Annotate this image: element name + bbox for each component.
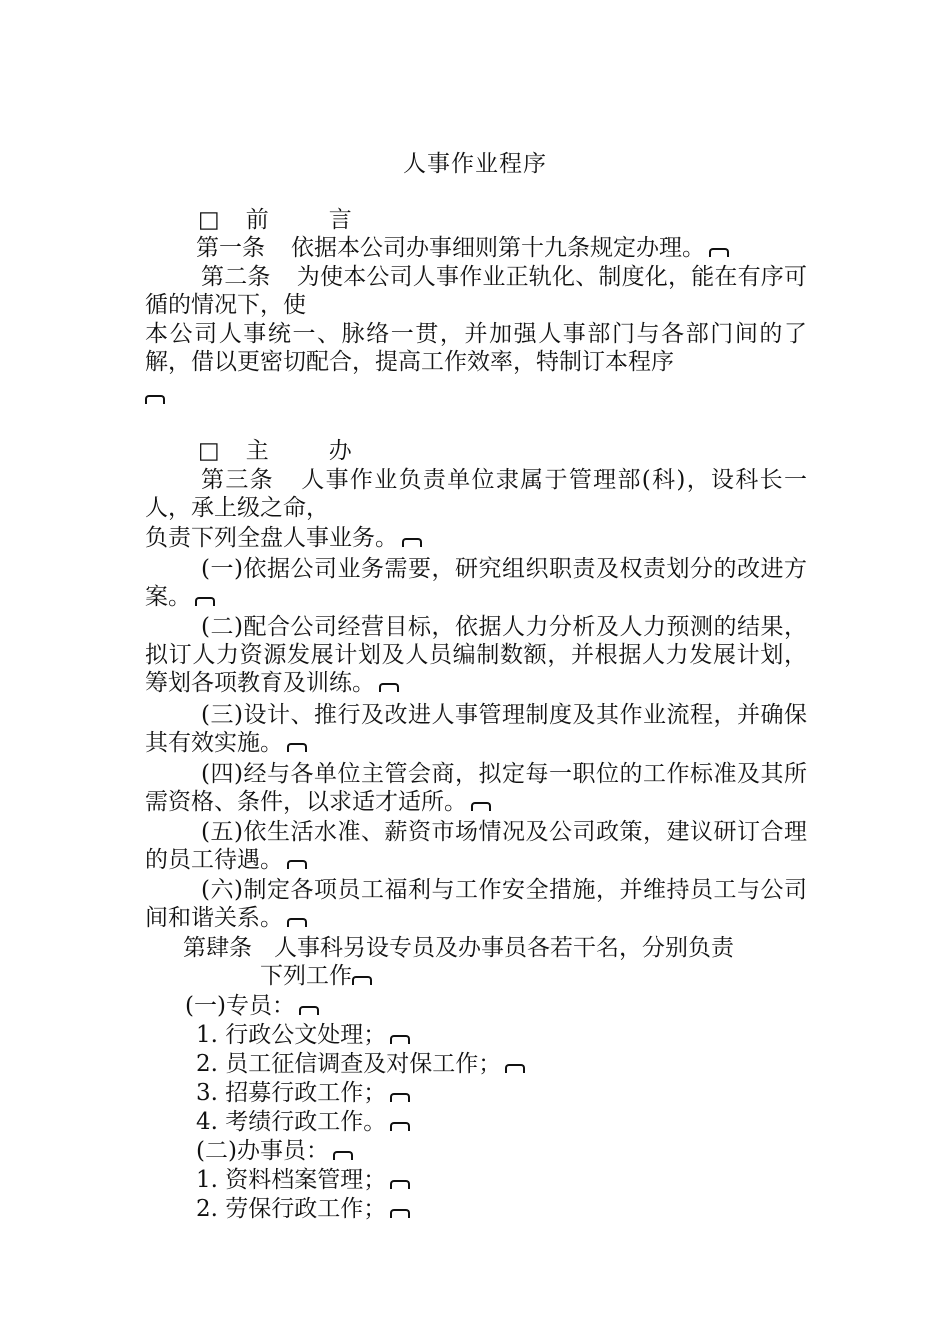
clerk-heading: (二)办事员：: [196, 1136, 353, 1166]
duty-item: (六)制定各项员工福利与工作安全措施，并维持员工与公司间和谐关系。: [145, 877, 807, 931]
paragraph-mark-icon: [352, 976, 372, 985]
duty-item: (三)设计、推行及改进人事管理制度及其作业流程，并确保其有效实施。: [145, 702, 807, 756]
paragraph-mark-icon: [379, 683, 399, 692]
checkbox-icon: □: [198, 438, 220, 464]
paragraph-mark-icon: [402, 538, 422, 547]
paragraph-mark-icon: [287, 743, 307, 752]
preface-heading: □ 前 言: [198, 207, 352, 233]
paragraph-mark-icon: [333, 1151, 353, 1160]
paragraph-mark-icon: [390, 1093, 410, 1102]
article-4-part-1: 第肆条 人事科另设专员及办事员各若干名，分别负责: [183, 935, 734, 961]
article-3-part-2: 负责下列全盘人事业务。: [145, 523, 422, 553]
article-1: 第一条 依据本公司办事细则第十九条规定办理。: [196, 233, 729, 263]
paragraph-mark-icon: [145, 395, 165, 404]
checkbox-icon: □: [198, 207, 220, 233]
duty-item: (二)配合公司经营目标，依据人力分析及人力预测的结果，拟订人力资源发展计划及人员编制数额，并根据人力发展计划，筹划各项教育及训练。: [145, 614, 807, 696]
paragraph-mark-icon: [195, 597, 215, 606]
article-3-part-1: 第三条 人事作业负责单位隶属于管理部(科)，设科长一人，承上级之命，: [145, 467, 807, 521]
list-item: 3. 招募行政工作；: [196, 1078, 410, 1108]
main-heading: □ 主 办: [198, 438, 352, 464]
paragraph-mark-icon: [299, 1006, 319, 1015]
paragraph-mark-icon: [390, 1035, 410, 1044]
list-item: 2. 劳保行政工作；: [196, 1194, 410, 1224]
duty-item: (一)依据公司业务需要，研究组织职责及权责划分的改进方案。: [145, 556, 807, 610]
article-4-part-2: 下列工作: [260, 961, 372, 991]
duty-item: (四)经与各单位主管会商，拟定每一职位的工作标准及其所需资格、条件，以求适才适所。: [145, 761, 807, 815]
list-item: 1. 行政公文处理；: [196, 1020, 410, 1050]
list-item: 2. 员工征信调查及对保工作；: [196, 1049, 525, 1079]
list-item: 1. 资料档案管理；: [196, 1165, 410, 1195]
document-title: 人事作业程序: [403, 151, 547, 177]
duty-item: (五)依生活水准、薪资市场情况及公司政策，建议研订合理的员工待遇。: [145, 819, 807, 873]
paragraph-mark-icon: [287, 918, 307, 927]
article-2-part-2: 本公司人事统一、脉络一贯，并加强人事部门与各部门间的了解，借以更密切配合，提高工作效率，特制订本程序: [145, 321, 807, 375]
paragraph-mark-icon: [471, 802, 491, 811]
list-item: 4. 考绩行政工作。: [196, 1107, 410, 1137]
article-2-end: [145, 380, 165, 410]
paragraph-mark-icon: [287, 860, 307, 869]
paragraph-mark-icon: [390, 1209, 410, 1218]
paragraph-mark-icon: [505, 1064, 525, 1073]
paragraph-mark-icon: [390, 1180, 410, 1189]
article-2-part-1: 第二条 为使本公司人事作业正轨化、制度化，能在有序可循的情况下，使: [145, 264, 808, 318]
specialist-heading: (一)专员：: [185, 991, 319, 1021]
paragraph-mark-icon: [390, 1122, 410, 1131]
paragraph-mark-icon: [709, 248, 729, 257]
